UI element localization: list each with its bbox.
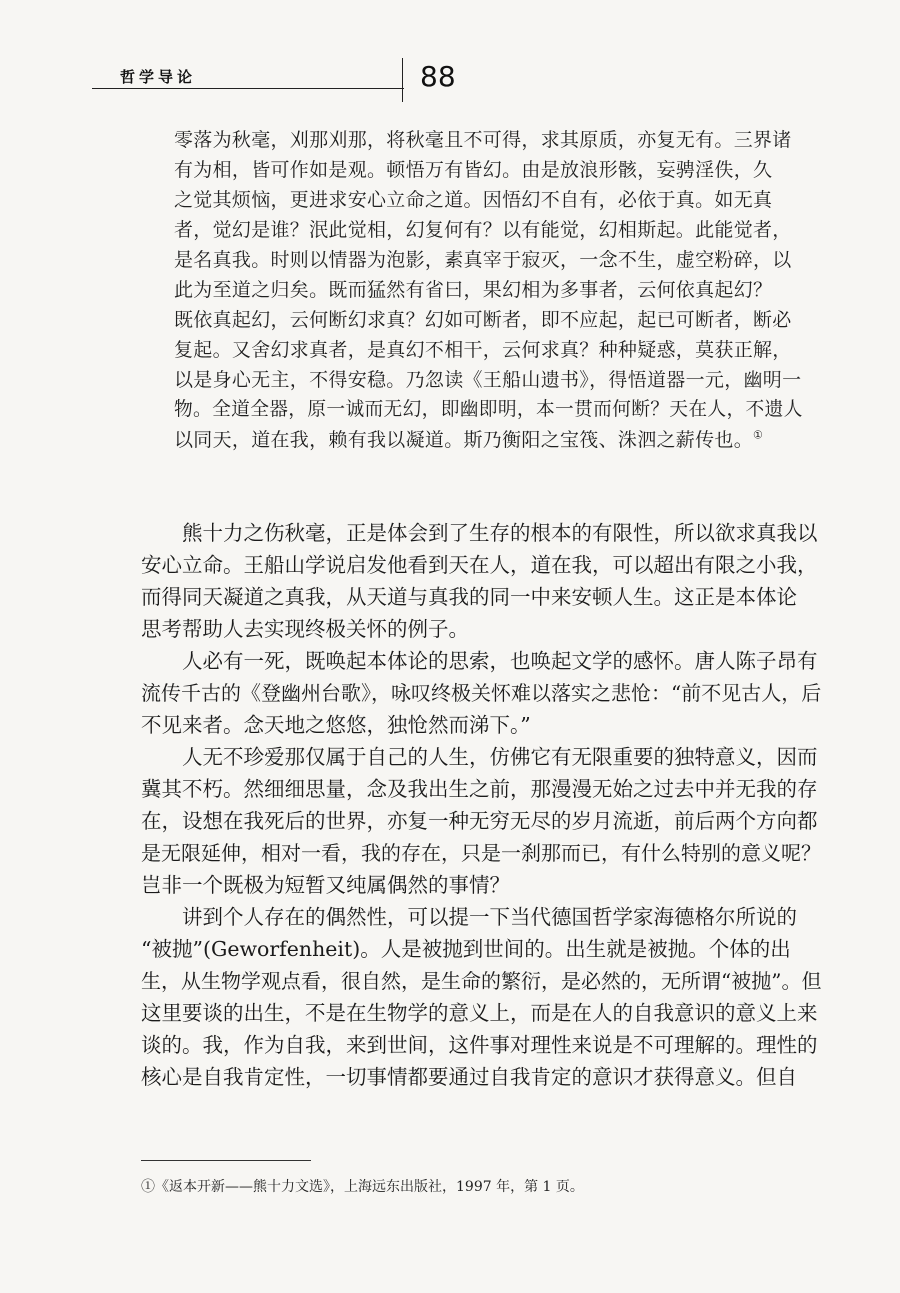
text-line: 人无不珍爱那仅属于自己的人生，仿佛它有无限重要的独特意义，因而 [182,745,818,769]
quote-line: 之觉其烦恼，更进求安心立命之道。因悟幻不自有，必依于真。如无真 [174,189,773,211]
text-line: 人必有一死，既唤起本体论的思索，也唤起文学的感怀。唐人陈子昂有 [182,649,818,673]
footnote-reference: ① [753,428,764,442]
paragraph [141,645,821,741]
text-line: 核心是自我肯定性，一切事情都要通过自我肯定的意识才获得意义。但自 [141,1065,797,1089]
quote-line: 此为至道之归矣。既而猛然有省曰，果幻相为多事者，云何依真起幻？ [174,279,773,301]
header-rule [92,88,404,89]
text-line: 是无限延伸，相对一看，我的存在，只是一刹那而已，有什么特别的意义呢？ [141,841,821,865]
book-title: 哲学导论 [120,68,197,86]
text-line: 安心立命。王船山学说启发他看到天在人，道在我，可以超出有限之小我， [141,553,818,577]
paragraph [141,741,821,901]
text-line: 流传千古的《登幽州台歌》，咏叹终极关怀难以落实之悲怆：“前不见古人，后 [141,681,822,705]
text-line: “被抛”(Geworfenheit)。人是被抛到世间的。出生就是被抛。个体的出 [141,937,791,961]
paragraph [141,901,821,1093]
header-divider [402,58,403,102]
text-line: 讲到个人存在的偶然性，可以提一下当代德国哲学家海德格尔所说的 [182,905,797,929]
text-line: 这里要谈的出生，不是在生物学的意义上，而是在人的自我意识的意义上来 [141,1001,818,1025]
text-line: 岂非一个既极为短暂又纯属偶然的事情？ [141,873,510,897]
text-line: 思考帮助人去实现终极关怀的例子。 [141,617,469,641]
text-line: 熊十力之伤秋毫，正是体会到了生存的根本的有限性，所以欲求真我以 [182,521,818,545]
paragraph [141,517,821,645]
quote-line: 既依真起幻，云何断幻求真？幻如可断者，即不应起，起已可断者，断必 [174,309,792,331]
quote-line: 以是身心无主，不得安稳。乃忽读《王船山遗书》，得悟道器一元，幽明一 [174,369,802,391]
body-text [141,517,821,1093]
text-line: 冀其不朽。然细细思量，念及我出生之前，那漫漫无始之过去中并无我的存 [141,777,818,801]
block-quote [174,125,804,455]
quote-line-text: 以同天，道在我，赖有我以凝道。斯乃衡阳之宝筏、洙泗之薪传也。 [174,429,754,451]
footnote-rule [141,1160,311,1161]
text-line: 不见来者。念天地之悠悠，独怆然而涕下。” [141,713,531,737]
quote-line: 是名真我。时则以情器为泡影，素真宰于寂灭，一念不生，虚空粉碎，以 [174,249,792,271]
quote-line: 有为相，皆可作如是观。顿悟万有皆幻。由是放浪形骸，妄骋淫佚，久 [174,159,773,181]
text-line: 谈的。我，作为自我，来到世间，这件事对理性来说是不可理解的。理性的 [141,1033,818,1057]
text-line: 生，从生物学观点看，很自然，是生命的繁衍，是必然的，无所谓“被抛”。但 [141,969,822,993]
page-number: 88 [420,60,456,93]
quote-line-last [174,425,804,455]
quote-line: 零落为秋毫，刈那刈那，将秋毫且不可得，求其原质，亦复无有。三界诸 [174,129,792,151]
quote-line: 物。全道全器，原一诚而无幻，即幽即明，本一贯而何断？天在人，不遗人 [174,399,803,420]
footnote: ①《返本开新——熊十力文选》，上海远东出版社，1997 年，第 1 页。 [141,1179,584,1195]
running-header [92,58,817,102]
quote-line: 复起。又舍幻求真者，是真幻不相干，云何求真？种种疑惑，莫获正解， [174,339,792,361]
text-line: 在，设想在我死后的世界，亦复一种无穷无尽的岁月流逝，前后两个方向都 [141,809,818,833]
text-line: 而得同天凝道之真我，从天道与真我的同一中来安顿人生。这正是本体论 [141,585,797,609]
quote-line: 者，觉幻是谁？泯此觉相，幻复何有？以有能觉，幻相斯起。此能觉者， [174,219,792,241]
